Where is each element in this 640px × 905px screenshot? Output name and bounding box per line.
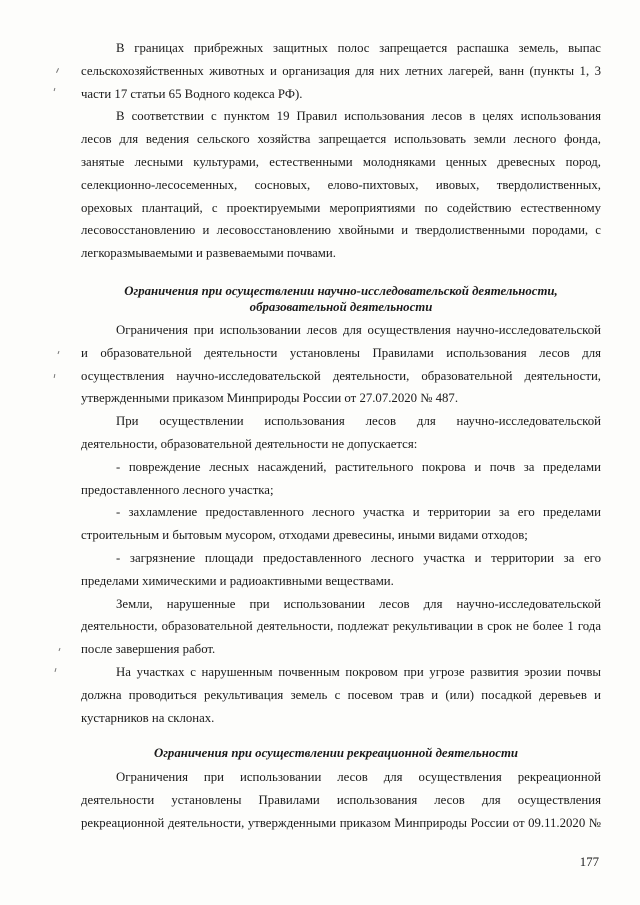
scan-speck — [59, 648, 61, 651]
scan-speck — [54, 88, 56, 91]
list-item — [81, 547, 601, 593]
paragraph-line: и образовательной деятельности установлены Правилами использования лесов для — [81, 345, 601, 360]
paragraph-research-rules — [81, 319, 601, 410]
paragraph-line: утвержденными приказом Минприроды России от 27.07.2020 № 487. — [81, 391, 459, 406]
scan-speck — [54, 374, 56, 378]
heading-line: Ограничения при осуществлении научно-исследовательской деятельности, — [124, 283, 558, 298]
list-item-line: пределами химическими и радиоактивными веществами. — [81, 573, 394, 588]
list-item-line: строительным и бытовым мусором, отходами древесины, иными видами отходов; — [81, 528, 528, 543]
paragraph-reclamation-term — [81, 593, 601, 661]
paragraph-line: Земли, нарушенные при использовании лесов для научно-исследовательской — [116, 596, 601, 611]
list-item-line: - повреждение лесных насаждений, растительного покрова и почв за пределами — [116, 459, 601, 474]
paragraph-line: деятельности установлены Правилами использования лесов для осуществления — [81, 793, 601, 808]
scan-speck — [56, 68, 59, 73]
paragraph-line: На участках с нарушенным почвенным покровом при угрозе развития эрозии почвы — [116, 664, 601, 679]
list-item-line: - захламление предоставленного лесного участка и территории за его пределами — [116, 505, 601, 520]
paragraph-line: Ограничения при использовании лесов для осуществления рекреационной — [116, 770, 601, 785]
list-item — [81, 501, 601, 547]
paragraph-not-allowed — [81, 410, 601, 456]
page-body — [81, 37, 601, 835]
section-heading-recreation — [81, 745, 601, 761]
paragraph-line: легкоразмываемыми и развеваемыми почвами. — [81, 246, 336, 261]
paragraph-line: должна проводиться рекультивация земель с посевом трав и (или) посадкой деревьев и — [81, 687, 601, 702]
paragraph-line: деятельности, образовательной деятельности не допускается: — [81, 436, 418, 451]
paragraph-line: сельскохозяйственных животных и организация для них летних лагерей, ванн (пункты 1, 3 — [81, 63, 601, 78]
paragraph-coastal-strips — [81, 37, 601, 105]
list-item-line: предоставленного лесного участка; — [81, 482, 274, 497]
section-heading-research — [81, 283, 601, 315]
paragraph-line: кустарников на склонах. — [81, 710, 215, 725]
paragraph-line: Ограничения при использовании лесов для осуществления научно-исследовательской — [116, 322, 601, 337]
paragraph-line: после завершения работ. — [81, 642, 216, 657]
heading-line: Ограничения при осуществлении рекреационной деятельности — [153, 746, 519, 761]
paragraph-line: лесов для ведения сельского хозяйства запрещается использовать земли лесного фонда, — [81, 132, 601, 147]
restrictions-list — [81, 456, 601, 593]
scan-speck — [58, 351, 60, 354]
paragraph-line: ореховых плантаций, с проектируемыми мероприятиями по содействию естественному — [81, 200, 601, 215]
paragraph-line: При осуществлении использования лесов для научно-исследовательской — [116, 414, 601, 429]
paragraph-line: осуществления научно-исследовательской деятельности, образовательной деятельности, — [81, 368, 601, 383]
paragraph-line: занятые лесными культурами, естественными молодняками ценных древесных пород, — [81, 154, 601, 169]
scan-speck — [54, 668, 56, 672]
paragraph-line: рекреационной деятельности, утвержденными приказом Минприроды России от 09.11.2020 № — [81, 815, 601, 830]
list-item-line: - загрязнение площади предоставленного лесного участка и территории за его — [116, 550, 601, 565]
paragraph-agriculture-rules — [81, 105, 601, 265]
paragraph-line: селекционно-лесосеменных, сосновых, елово-пихтовых, ивовых, твердолиственных, — [81, 177, 601, 192]
paragraph-recreation-rules — [81, 766, 601, 834]
heading-line: образовательной деятельности — [249, 299, 433, 314]
list-item — [81, 456, 601, 502]
paragraph-line: деятельности, образовательной деятельности, подлежат рекультивации в срок не более 1 года — [81, 619, 601, 634]
paragraph-erosion — [81, 661, 601, 729]
paragraph-line: В соответствии с пунктом 19 Правил использования лесов в целях использования — [116, 109, 601, 124]
paragraph-line: части 17 статьи 65 Водного кодекса РФ). — [81, 86, 303, 101]
paragraph-line: В границах прибрежных защитных полос запрещается распашка земель, выпас — [116, 41, 601, 55]
paragraph-line: лесовосстановлению и лесовосстановлению хвойными и твердолиственными породами, с — [81, 223, 601, 238]
page-number: 177 — [579, 855, 599, 869]
